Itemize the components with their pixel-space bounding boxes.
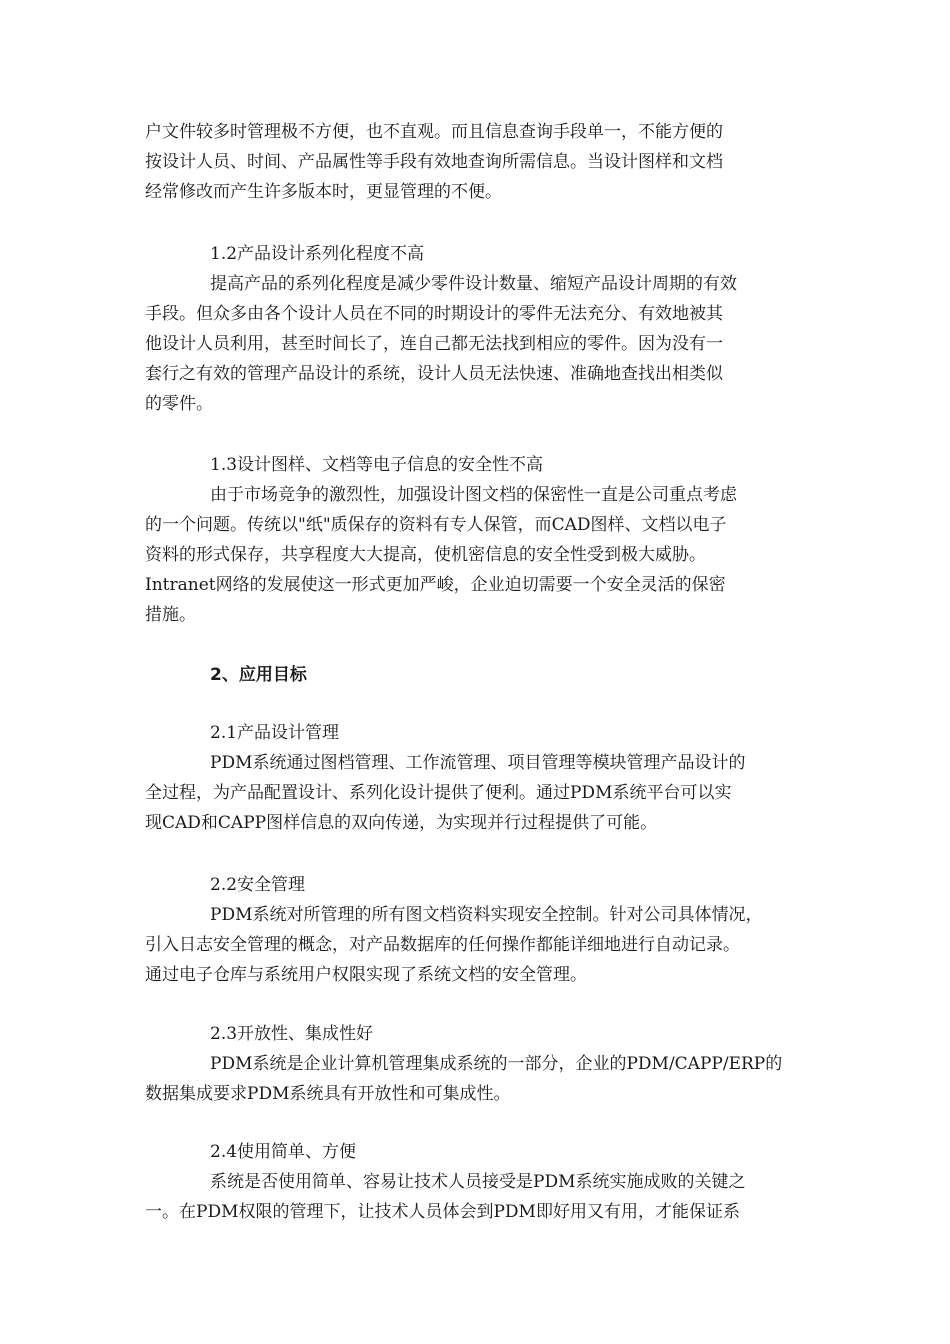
section-heading: 2.2安全管理 — [210, 875, 306, 895]
paragraph-line: 按设计人员、时间、产品属性等手段有效地查询所需信息。当设计图样和文档 — [145, 152, 723, 172]
section-2-3 — [145, 1019, 810, 1109]
paragraph-line: 他设计人员利用，甚至时间长了，连自己都无法找到相应的零件。因为没有一 — [145, 334, 723, 354]
section-2 — [145, 660, 810, 690]
paragraph-line: 引入日志安全管理的概念，对产品数据库的任何操作都能详细地进行自动记录。 — [145, 935, 740, 955]
paragraph-line: 措施。 — [145, 605, 196, 625]
section-heading: 2.3开放性、集成性好 — [210, 1024, 374, 1044]
paragraph-line: 通过电子仓库与系统用户权限实现了系统文档的安全管理。 — [145, 965, 587, 985]
paragraph-line: 现CAD和CAPP图样信息的双向传递，为实现并行过程提供了可能。 — [145, 813, 658, 833]
paragraph-line: 全过程，为产品配置设计、系列化设计提供了便利。通过PDM系统平台可以实 — [145, 783, 732, 803]
paragraph-line: 数据集成要求PDM系统具有开放性和可集成性。 — [145, 1084, 511, 1104]
paragraph-line: 资料的形式保存，共享程度大大提高，使机密信息的安全性受到极大威胁。 — [145, 545, 706, 565]
section-heading: 2.1产品设计管理 — [210, 723, 340, 743]
paragraph-line: Intranet网络的发展使这一形式更加严峻，企业迫切需要一个安全灵活的保密 — [145, 575, 726, 595]
paragraph-line: 户文件较多时管理极不方便，也不直观。而且信息查询手段单一，不能方便的 — [145, 122, 723, 142]
paragraph-line: PDM系统是企业计算机管理集成系统的一部分，企业的PDM/CAPP/ERP的 — [210, 1054, 783, 1074]
paragraph-line: 系统是否使用简单、容易让技术人员接受是PDM系统实施成败的关键之 — [210, 1172, 746, 1192]
paragraph-line: 套行之有效的管理产品设计的系统，设计人员无法快速、准确地查找出相类似 — [145, 364, 723, 384]
paragraph-line: 提高产品的系列化程度是减少零件设计数量、缩短产品设计周期的有效 — [210, 274, 737, 294]
paragraph-line: 的一个问题。传统以"纸"质保存的资料有专人保管，而CAD图样、文档以电子 — [145, 515, 727, 535]
paragraph-line: PDM系统通过图档管理、工作流管理、项目管理等模块管理产品设计的 — [210, 753, 746, 773]
paragraph-line: 的零件。 — [145, 394, 213, 414]
section-heading: 1.2产品设计系列化程度不高 — [210, 244, 425, 264]
paragraph-line: 经常修改而产生许多版本时，更显管理的不便。 — [145, 182, 502, 202]
chapter-heading: 2、应用目标 — [210, 665, 307, 685]
intro-paragraph — [145, 117, 810, 207]
section-heading: 1.3设计图样、文档等电子信息的安全性不高 — [210, 455, 544, 475]
paragraph-line: 手段。但众多由各个设计人员在不同的时期设计的零件无法充分、有效地被其 — [145, 304, 723, 324]
section-1-3 — [145, 450, 810, 630]
section-2-1 — [145, 718, 810, 838]
section-heading: 2.4使用简单、方便 — [210, 1142, 357, 1162]
paragraph-line: 由于市场竞争的激烈性，加强设计图文档的保密性一直是公司重点考虑 — [210, 485, 737, 505]
section-1-2 — [145, 239, 810, 419]
paragraph-line: PDM系统对所管理的所有图文档资料实现安全控制。针对公司具体情况， — [210, 905, 763, 925]
section-2-2 — [145, 870, 810, 990]
section-2-4 — [145, 1137, 810, 1227]
paragraph-line: 一。在PDM权限的管理下，让技术人员体会到PDM即好用又有用，才能保证系 — [145, 1202, 740, 1222]
